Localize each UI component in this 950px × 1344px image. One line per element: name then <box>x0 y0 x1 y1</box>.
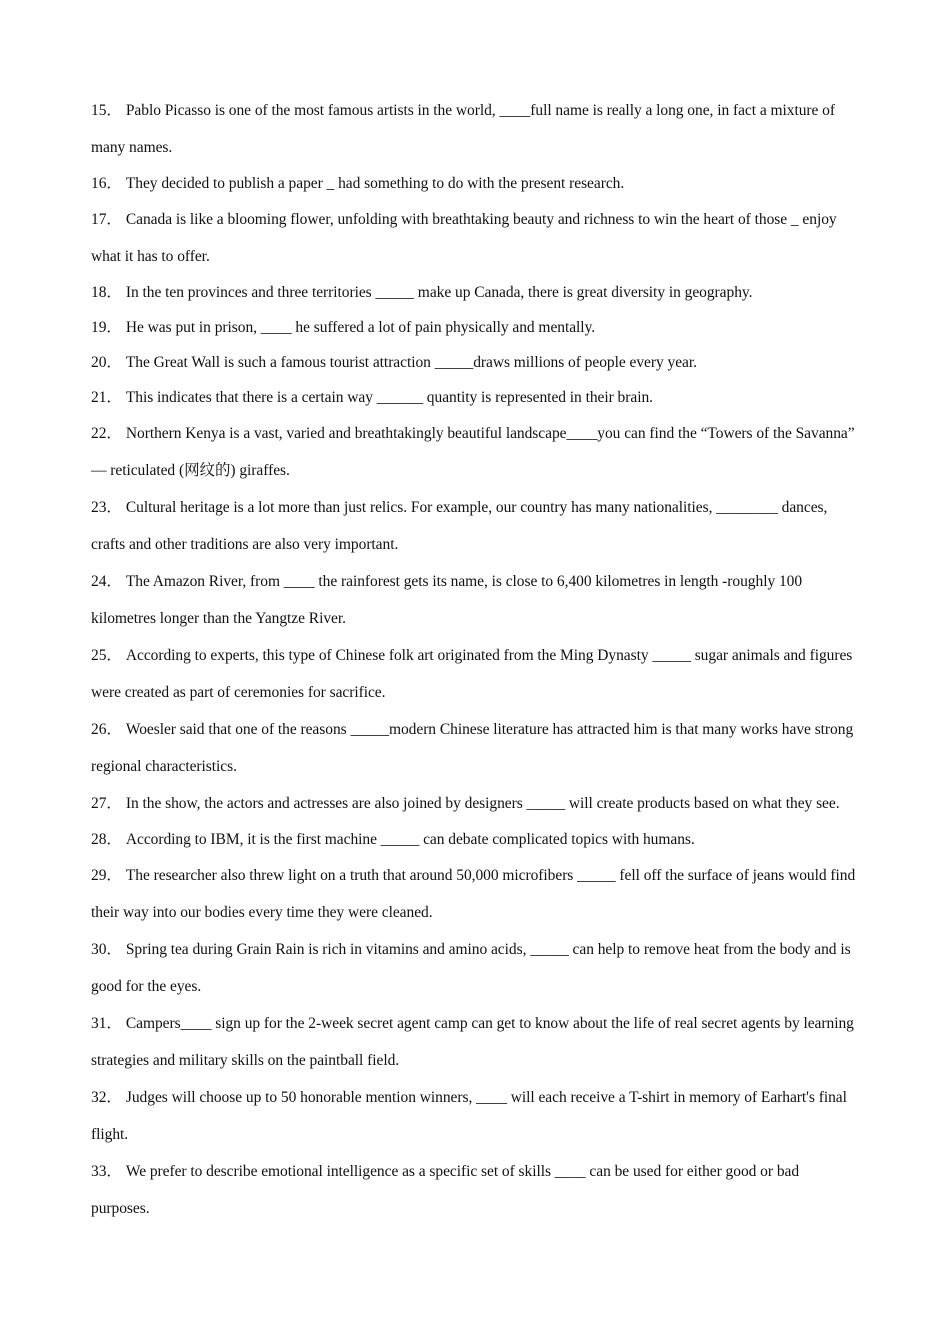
question-text: Campers____ sign up for the 2-week secret agent camp can get to know about the life of real secret agents by learning strategies and military skills on the paintball field. <box>91 1015 854 1069</box>
question-number: 18． <box>91 284 122 301</box>
question-text: In the ten provinces and three territories _____ make up Canada, there is great diversity in geography. <box>125 284 753 301</box>
question-24 <box>91 563 861 637</box>
question-30 <box>91 931 861 1005</box>
question-number: 21． <box>91 389 122 406</box>
question-number: 24． <box>91 573 122 590</box>
question-27 <box>91 785 861 822</box>
question-17 <box>91 201 861 275</box>
question-number: 31． <box>91 1015 122 1032</box>
question-23 <box>91 489 861 563</box>
question-number: 20． <box>91 354 122 371</box>
question-15 <box>91 92 861 166</box>
question-number: 25． <box>91 647 122 664</box>
question-list <box>91 92 861 1227</box>
question-number: 29． <box>91 867 122 884</box>
question-33 <box>91 1153 861 1227</box>
question-text: Pablo Picasso is one of the most famous artists in the world, ____full name is really a long one, in fact a mixture of many names. <box>91 102 835 156</box>
question-text: In the show, the actors and actresses are also joined by designers _____ will create products based on what they see. <box>125 795 840 812</box>
question-21 <box>91 380 861 415</box>
question-number: 17． <box>91 211 122 228</box>
question-31 <box>91 1005 861 1079</box>
question-text: Canada is like a blooming flower, unfolding with breathtaking beauty and richness to win the heart of those _ enjoy what it has to offer. <box>91 211 837 265</box>
question-16 <box>91 166 861 201</box>
question-text: They decided to publish a paper _ had something to do with the present research. <box>125 175 625 192</box>
question-text: According to experts, this type of Chinese folk art originated from the Ming Dynasty _____ sugar animals and figures were created as part of ceremonies for sacrifice. <box>91 647 853 701</box>
question-number: 28． <box>91 831 122 848</box>
question-number: 23． <box>91 499 122 516</box>
question-text: The Amazon River, from ____ the rainforest gets its name, is close to 6,400 kilometres in length -roughly 100 kilometres longer than the Yangtze River. <box>91 573 803 627</box>
question-text: Northern Kenya is a vast, varied and breathtakingly beautiful landscape____you can find the “Towers of the Savanna” — reticulated (网纹的) giraffes. <box>91 425 855 479</box>
question-text: We prefer to describe emotional intelligence as a specific set of skills ____ can be used for either good or bad purposes. <box>91 1163 800 1217</box>
question-32 <box>91 1079 861 1153</box>
question-number: 15． <box>91 102 122 119</box>
question-25 <box>91 637 861 711</box>
question-text: Woesler said that one of the reasons _____modern Chinese literature has attracted him is that many works have strong regional characteristics. <box>91 721 854 775</box>
question-text: This indicates that there is a certain way ______ quantity is represented in their brain. <box>125 389 653 406</box>
question-number: 27． <box>91 795 122 812</box>
question-number: 33． <box>91 1163 122 1180</box>
question-18 <box>91 275 861 310</box>
question-text: Spring tea during Grain Rain is rich in vitamins and amino acids, _____ can help to remove heat from the body and is good for the eyes. <box>91 941 851 995</box>
question-number: 32． <box>91 1089 122 1106</box>
question-26 <box>91 711 861 785</box>
question-19 <box>91 310 861 345</box>
question-text: Cultural heritage is a lot more than just relics. For example, our country has many nationalities, ________ dances, crafts and other traditions are also very important. <box>91 499 828 553</box>
question-28 <box>91 822 861 857</box>
question-text: The researcher also threw light on a truth that around 50,000 microfibers _____ fell off the surface of jeans would find their way into our bodies every time they were cleaned. <box>91 867 856 921</box>
question-number: 26． <box>91 721 122 738</box>
question-29 <box>91 857 861 931</box>
question-number: 30． <box>91 941 122 958</box>
question-number: 16． <box>91 175 122 192</box>
question-20 <box>91 345 861 380</box>
question-text: Judges will choose up to 50 honorable mention winners, ____ will each receive a T-shirt in memory of Earhart's final flight. <box>91 1089 847 1143</box>
question-text: The Great Wall is such a famous tourist attraction _____draws millions of people every year. <box>125 354 697 371</box>
question-22 <box>91 415 861 489</box>
question-text: He was put in prison, ____ he suffered a lot of pain physically and mentally. <box>125 319 596 336</box>
question-text: According to IBM, it is the first machine _____ can debate complicated topics with humans. <box>125 831 695 848</box>
question-number: 22． <box>91 425 122 442</box>
question-number: 19． <box>91 319 122 336</box>
